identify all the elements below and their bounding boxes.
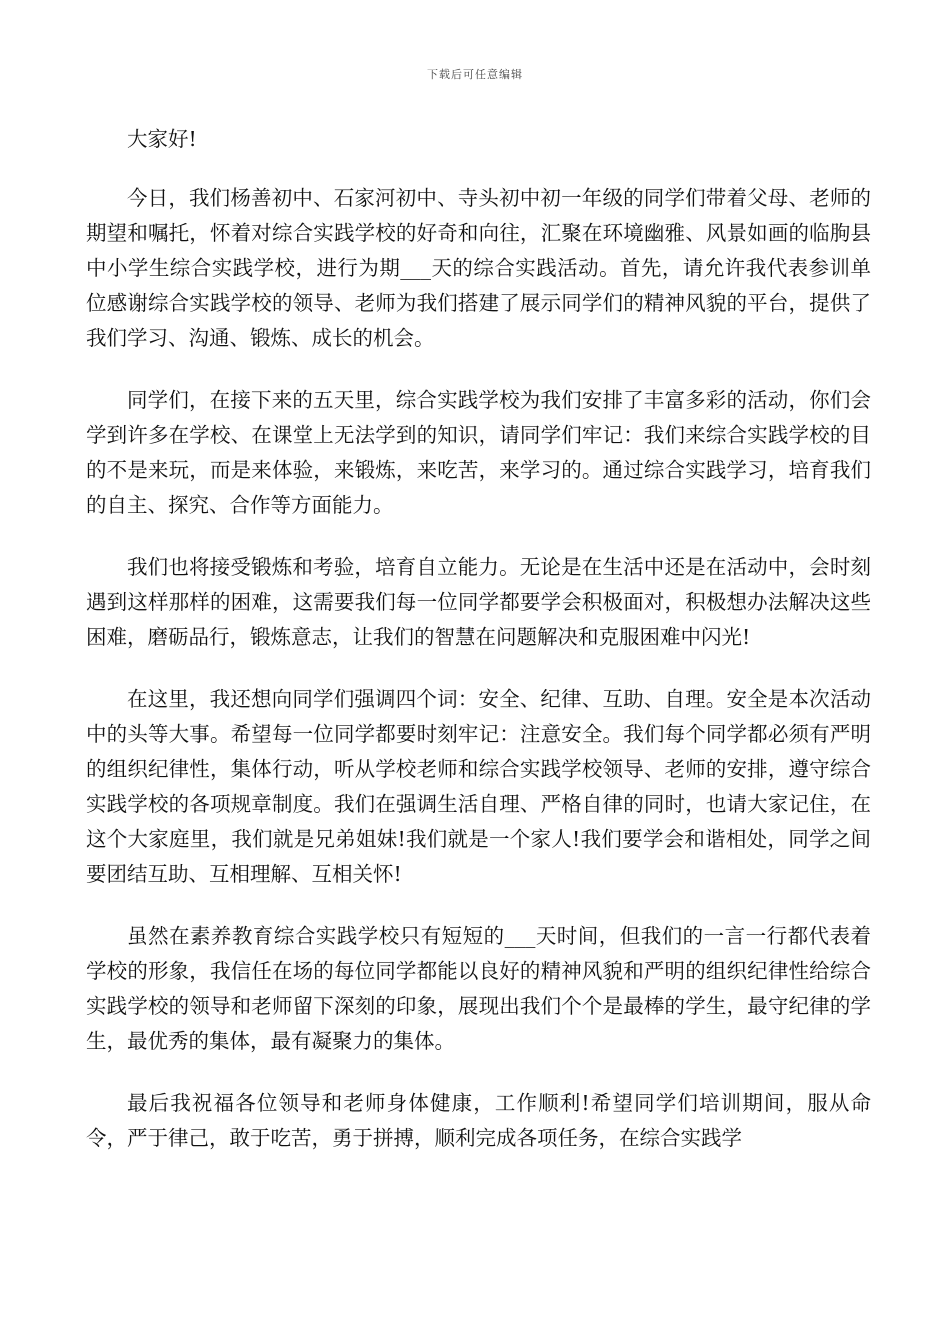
paragraph-6: 最后我祝福各位领导和老师身体健康，工作顺利!希望同学们培训期间，服从命令，严于律己，敢于吃苦，勇于拼搏，顺利完成各项任务，在综合实践学 [86,1091,871,1150]
paragraph-1: 今日，我们杨善初中、石家河初中、寺头初中初一年级的同学们带着父母、老师的期望和嘱托，怀着对综合实践学校的好奇和向往，汇聚在环境幽雅、风景如画的临朐县中小学生综合实践学校，进行为期___天的综合实践活动。首先，请允许我代表参训单位感谢综合实践学校的领导、老师为我们搭建了展示同学们的精神风貌的平台，提供了我们学习、沟通、锻炼、成长的机会。 [86,186,871,350]
document-body [86,122,871,1183]
greeting-paragraph: 大家好! [127,127,197,151]
paragraph-2: 同学们，在接下来的五天里，综合实践学校为我们安排了丰富多彩的活动，你们会学到许多在学校、在课堂上无法学到的知识，请同学们牢记：我们来综合实践学校的目的不是来玩，而是来体验，来锻炼，来吃苦，来学习的。通过综合实践学习，培育我们的自主、探究、合作等方面能力。 [86,388,871,517]
paragraph-3: 我们也将接受锻炼和考验，培育自立能力。无论是在生活中还是在活动中，会时刻遇到这样那样的困难，这需要我们每一位同学都要学会积极面对，积极想办法解决这些困难，磨砺品行，锻炼意志，让我们的智慧在问题解决和克服困难中闪光! [86,555,871,649]
paragraph-4: 在这里，我还想向同学们强调四个词：安全、纪律、互助、自理。安全是本次活动中的头等大事。希望每一位同学都要时刻牢记：注意安全。我们每个同学都必须有严明的组织纪律性，集体行动，听从学校老师和综合实践学校领导、老师的安排，遵守综合实践学校的各项规章制度。我们在强调生活自理、严格自律的同时，也请大家记住，在这个大家庭里，我们就是兄弟姐妹!我们就是一个家人!我们要学会和谐相处，同学之间要团结互助、互相理解、互相关怀! [86,687,871,886]
paragraph-5: 虽然在素养教育综合实践学校只有短短的___天时间，但我们的一言一行都代表着学校的形象，我信任在场的每位同学都能以良好的精神风貌和严明的组织纪律性给综合实践学校的领导和老师留下深刻的印象，展现出我们个个是最棒的学生，最守纪律的学生，最优秀的集体，最有凝聚力的集体。 [86,924,871,1053]
header-note: 下载后可任意编辑 [427,68,523,81]
